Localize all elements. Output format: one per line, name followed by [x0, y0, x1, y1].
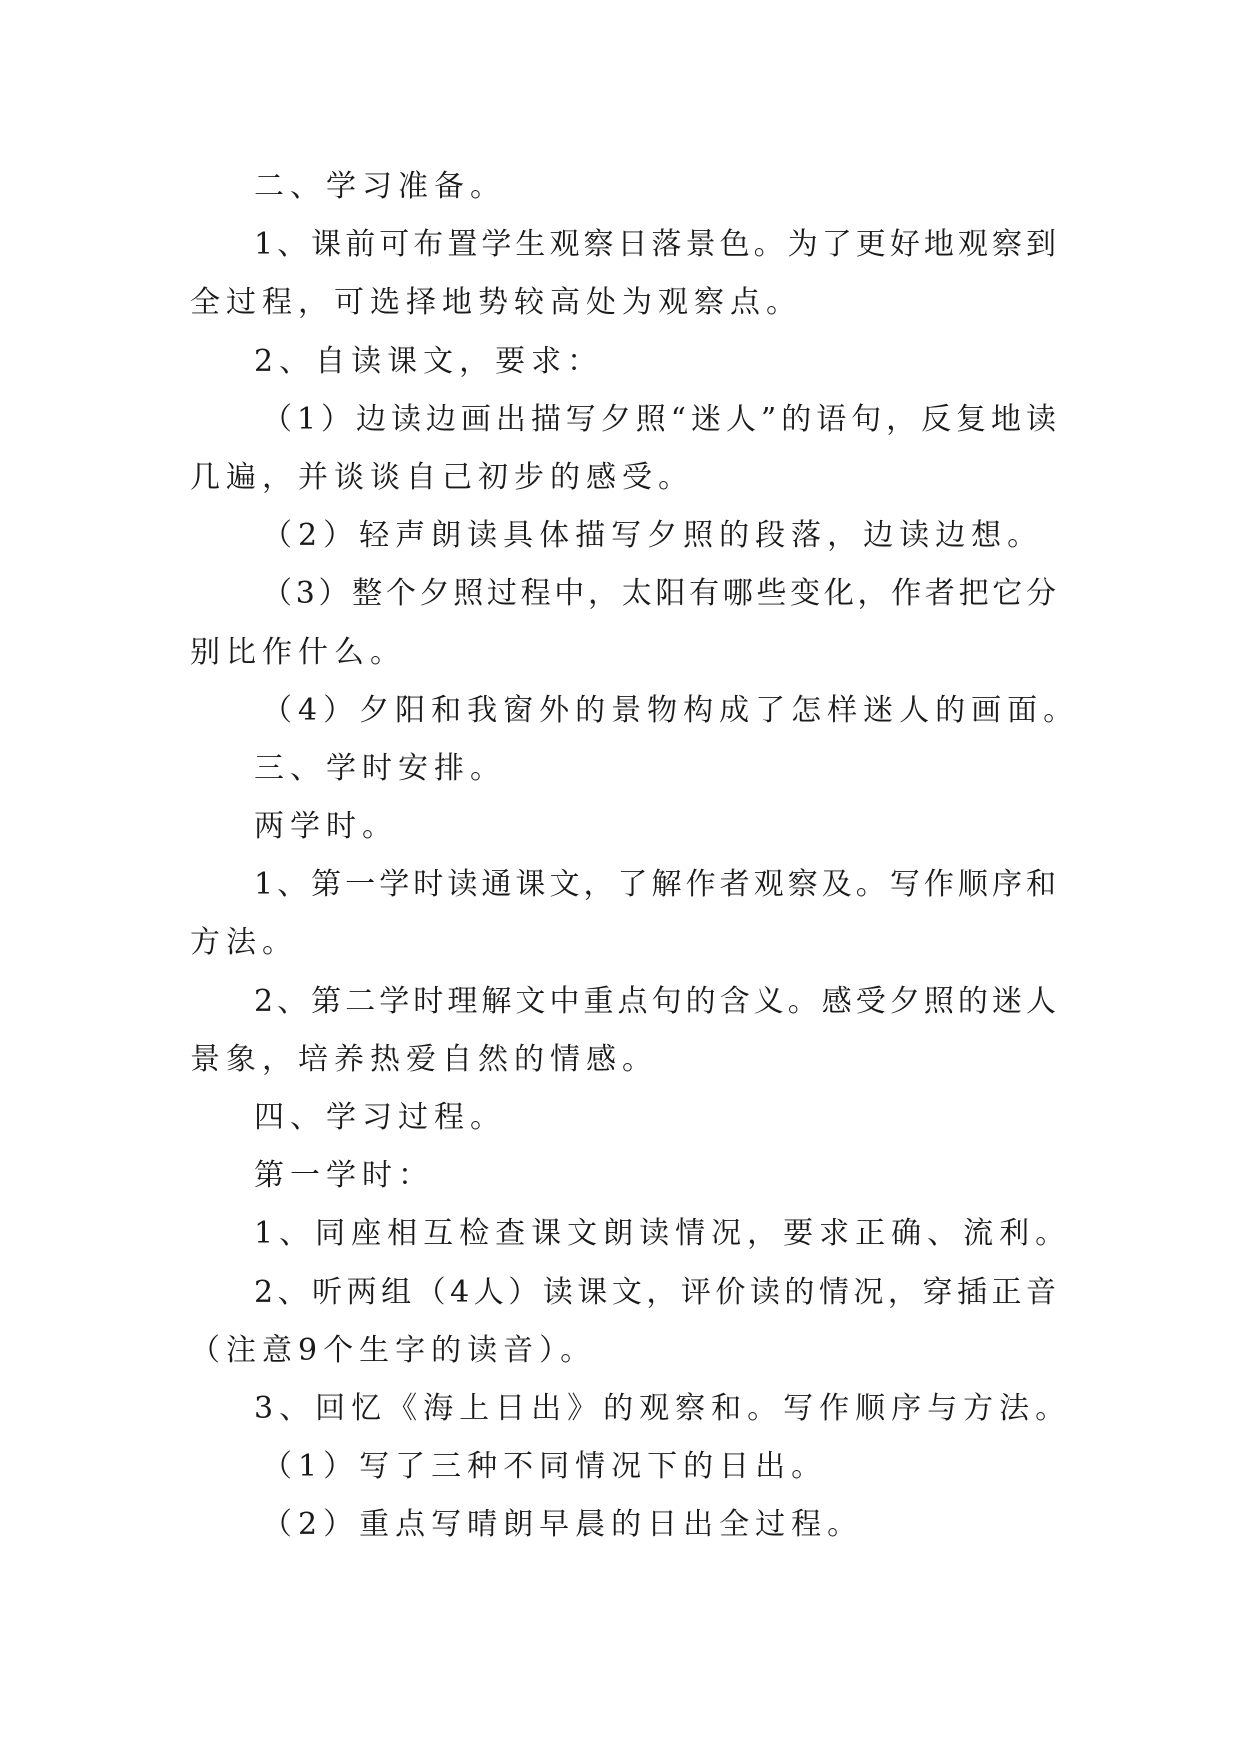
paragraph-line: 景象，培养热爱自然的情感。 — [190, 1041, 658, 1077]
section-heading-schedule: 三、学时安排。 — [254, 750, 506, 786]
paragraph-line: 2、第二学时理解文中重点句的含义。感受夕照的迷人 — [254, 983, 1056, 1019]
paragraph-line: 方法。 — [190, 925, 298, 961]
paragraph-line: （1）边读边画出描写夕照“迷人”的语句，反复地读 — [262, 401, 1056, 437]
paragraph-line: 别比作什么。 — [190, 634, 406, 670]
subheading-first-session: 第一学时： — [254, 1158, 434, 1194]
paragraph-line: （2）轻声朗读具体描写夕照的段落，边读边想。 — [262, 518, 1044, 554]
paragraph-line: （3）整个夕照过程中，太阳有哪些变化，作者把它分 — [262, 576, 1056, 612]
paragraph-line: 1、同座相互检查课文朗读情况，要求正确、流利。 — [254, 1216, 1072, 1252]
paragraph-line: 3、回忆《海上日出》的观察和。写作顺序与方法。 — [254, 1390, 1072, 1426]
paragraph-line: 1、课前可布置学生观察日落景色。为了更好地观察到 — [254, 227, 1056, 263]
paragraph-line: 2、听两组（4人）读课文，评价读的情况，穿插正音 — [254, 1274, 1056, 1310]
paragraph-line: （注意9个生字的读音）。 — [190, 1332, 597, 1368]
paragraph-line: （4）夕阳和我窗外的景物构成了怎样迷人的画面。 — [262, 692, 1080, 728]
section-heading-process: 四、学习过程。 — [254, 1100, 506, 1135]
paragraph-line: 2、自读课文，要求： — [254, 343, 604, 379]
paragraph-line: 两学时。 — [254, 809, 398, 845]
paragraph-line: 1、第一学时读通课文，了解作者观察及。写作顺序和 — [254, 867, 1056, 903]
paragraph-line: （1）写了三种不同情况下的日出。 — [262, 1449, 828, 1485]
paragraph-line: （2）重点写晴朗早晨的日出全过程。 — [262, 1507, 864, 1543]
paragraph-line: 几遍，并谈谈自己初步的感受。 — [190, 459, 694, 495]
paragraph-line: 全过程，可选择地势较高处为观察点。 — [190, 285, 802, 321]
section-heading-preparation: 二、学习准备。 — [254, 169, 506, 204]
document-body — [190, 158, 1080, 1555]
